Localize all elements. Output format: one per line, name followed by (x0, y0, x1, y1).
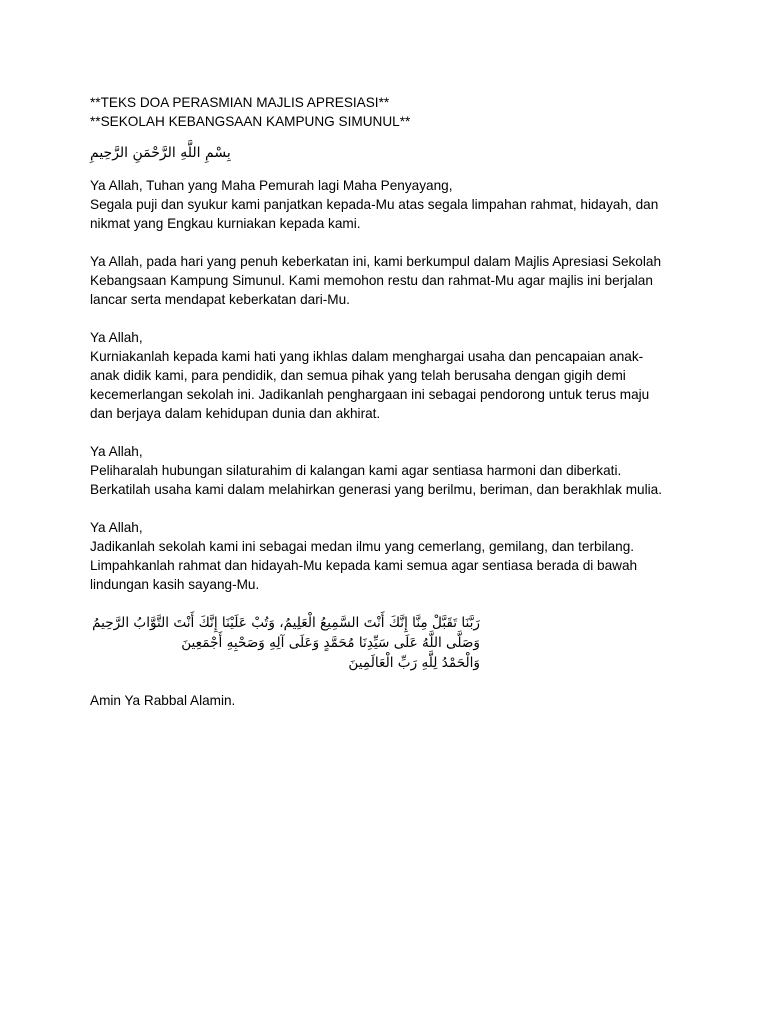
paragraph-spacer (90, 594, 690, 613)
paragraph-4 (90, 442, 690, 499)
paragraph-line: Ya Allah, (90, 444, 143, 459)
document-page (90, 93, 690, 710)
title-line-1: **TEKS DOA PERASMIAN MAJLIS APRESIASI** (90, 95, 390, 110)
paragraph-line: lindungan kasih sayang-Mu. (90, 577, 260, 592)
title-line-2: **SEKOLAH KEBANGSAAN KAMPUNG SIMUNUL** (90, 114, 411, 129)
paragraph-line: Ya Allah, (90, 330, 143, 345)
paragraph-line: Jadikanlah sekolah kami ini sebagai medan ilmu yang cemerlang, gemilang, dan terbilang. (90, 539, 635, 554)
amin-line: Amin Ya Rabbal Alamin. (90, 693, 236, 708)
paragraph-line: Berkatilah usaha kami dalam melahirkan generasi yang berilmu, beriman, dan berakhlak mulia. (90, 482, 662, 497)
paragraph-spacer (90, 233, 690, 252)
paragraph-2 (90, 252, 690, 309)
paragraph-line: Limpahkanlah rahmat dan hidayah-Mu kepada kami semua agar sentiasa berada di bawah (90, 558, 638, 573)
basmalah: بِسْمِ اللَّهِ الرَّحْمَنِ الرَّحِيمِ (90, 145, 231, 161)
paragraph-5 (90, 518, 690, 594)
paragraph-line: nikmat yang Engkau kurniakan kepada kami. (90, 216, 361, 231)
paragraph-line: kecemerlangan sekolah ini. Jadikanlah penghargaan ini sebagai pendorong untuk terus maju (90, 387, 650, 402)
arabic-line: رَبَّنَا تَقَبَّلْ مِنَّا إِنَّكَ أَنْتَ السَّمِيعُ الْعَلِيمُ، وَتُبْ عَلَيْنَا إِنَّكَ أَنْتَ التَّوَّابُ الرَّحِيمُ (92, 615, 480, 631)
paragraph-spacer (90, 499, 690, 518)
paragraph-line: Kebangsaan Kampung Simunul. Kami memohon restu dan rahmat-Mu agar majlis ini berjalan (90, 273, 653, 288)
paragraph-spacer (90, 423, 690, 442)
paragraph-line: Ya Allah, pada hari yang penuh keberkatan ini, kami berkumpul dalam Majlis Apresiasi Sekolah (90, 254, 662, 269)
paragraph-line: Segala puji dan syukur kami panjatkan kepada-Mu atas segala limpahan rahmat, hidayah, dan (90, 197, 659, 212)
arabic-line: وَصَلَّى اللَّهُ عَلَى سَيِّدِنَا مُحَمَّدٍ وَعَلَى آلِهِ وَصَحْبِهِ أَجْمَعِينَ (181, 635, 480, 651)
arabic-line: وَالْحَمْدُ لِلَّهِ رَبِّ الْعَالَمِينَ (348, 655, 480, 671)
paragraph-line: dan berjaya dalam kehidupan dunia dan akhirat. (90, 406, 381, 421)
paragraph-line: anak didik kami, para pendidik, dan semua pihak yang telah berusaha dengan gigih demi (90, 368, 626, 383)
paragraph-line: lancar serta mendapat keberkatan dari-Mu. (90, 292, 350, 307)
paragraph-line: Peliharalah hubungan silaturahim di kalangan kami agar sentiasa harmoni dan diberkati. (90, 463, 622, 478)
paragraph-line: Kurniakanlah kepada kami hati yang ikhlas dalam menghargai usaha dan pencapaian anak- (90, 349, 644, 364)
paragraph-line: Ya Allah, Tuhan yang Maha Pemurah lagi Maha Penyayang, (90, 178, 453, 193)
paragraph-3 (90, 328, 690, 423)
paragraph-1 (90, 176, 690, 233)
closing-arabic (90, 613, 690, 673)
paragraph-line: Ya Allah, (90, 520, 143, 535)
paragraph-spacer (90, 309, 690, 328)
